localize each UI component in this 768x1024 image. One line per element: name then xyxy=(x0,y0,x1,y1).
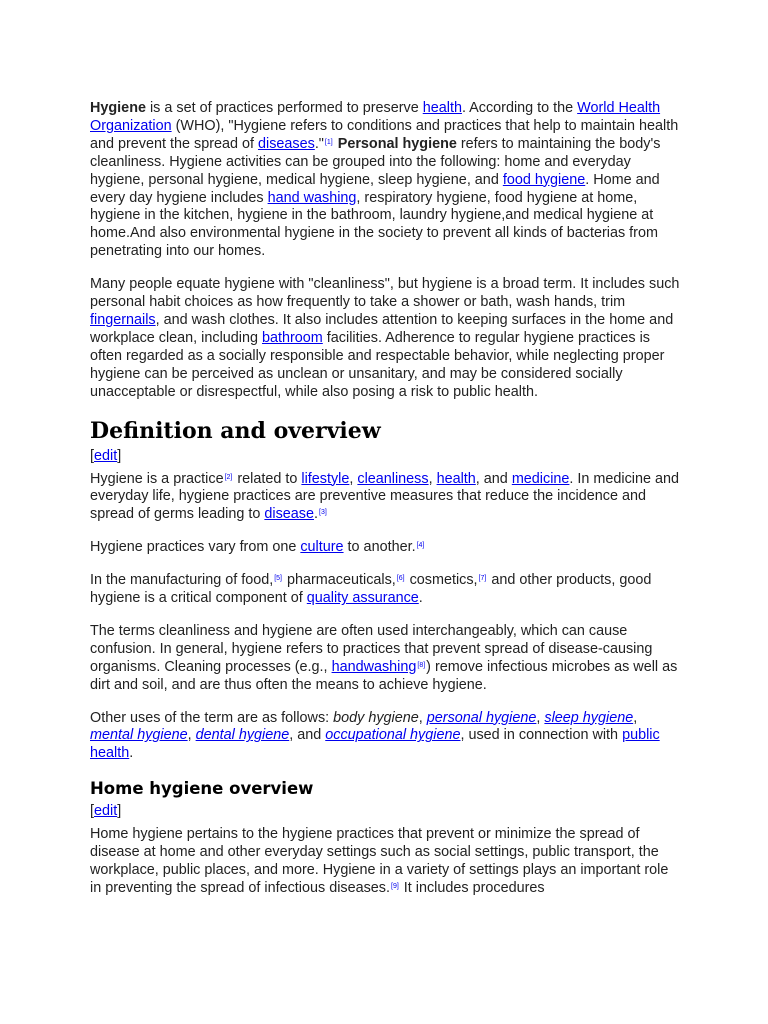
link-disease[interactable]: disease xyxy=(264,506,314,523)
text-span: and other products, good hygiene is a critical component of xyxy=(90,572,652,607)
text-span: Other uses of the term are as follows: xyxy=(90,709,334,726)
citation-8[interactable]: [8] xyxy=(417,661,426,669)
text-span: . Home and every day hygiene includes xyxy=(90,171,660,206)
article-body xyxy=(90,100,680,913)
link-food-hygiene[interactable]: food hygiene xyxy=(502,171,586,188)
bracket: ] xyxy=(117,803,122,820)
text-span: , and wash clothes. It also includes attention to keeping surfaces in the home and workplace clean, including xyxy=(90,311,674,346)
citation-7[interactable]: [7] xyxy=(478,575,487,583)
edit-link[interactable]: edit xyxy=(94,447,118,464)
link-bathroom[interactable]: bathroom xyxy=(262,329,323,346)
text-span: related to xyxy=(233,470,302,487)
citation-3[interactable]: [3] xyxy=(319,509,327,517)
text-span: , xyxy=(536,709,545,726)
text-span: . xyxy=(129,745,134,762)
link-sleep-hygiene[interactable]: sleep hygiene xyxy=(544,709,634,726)
cleanliness-paragraph xyxy=(90,276,680,401)
text-span: Hygiene is a practice xyxy=(90,470,224,487)
term-hygiene: Hygiene xyxy=(90,100,146,116)
text-span: The terms cleanliness and hygiene are often used interchangeably, which can cause confusion. In general, hygiene refers to practices that prevent spread of disease-causing organisms. Cleaning processes (e.g., xyxy=(90,622,653,675)
bracket: ] xyxy=(117,447,122,464)
text-span: , and xyxy=(289,727,326,744)
text-span: to another. xyxy=(343,539,416,556)
text-span: , xyxy=(349,470,358,487)
text-span: (WHO), "Hygiene refers to conditions and practices that help to maintain health and prevent the spread of xyxy=(90,117,679,152)
term-body-hygiene: body hygiene xyxy=(333,709,419,726)
text-span: is a set of practices performed to preserve xyxy=(145,100,423,116)
text-span: Many people equate hygiene with "cleanliness", but hygiene is a broad term. It includes such personal habit choices as how frequently to take a shower or bath, wash hands, trim xyxy=(90,276,680,311)
definition-paragraph xyxy=(90,471,680,525)
other-uses-paragraph xyxy=(90,710,680,764)
link-handwashing[interactable]: handwashing xyxy=(331,658,417,675)
link-occupational-hygiene[interactable]: occupational hygiene xyxy=(325,727,461,744)
text-span: facilities. Adherence to regular hygiene practices is often regarded as a socially responsible and respectable behavior, while neglecting proper hygiene can be perceived as unclean or unsanitary, and may be considered socially unacceptable or disrespectful, while also posing a risk to public health. xyxy=(90,329,665,400)
link-public-health[interactable]: public health xyxy=(90,727,660,762)
link-fingernails[interactable]: fingernails xyxy=(90,311,156,328)
link-dental-hygiene[interactable]: dental hygiene xyxy=(195,727,290,744)
section-heading-home-hygiene: Home hygiene overview xyxy=(90,779,314,799)
link-health[interactable]: health xyxy=(422,100,462,116)
terms-paragraph xyxy=(90,623,680,695)
edit-section-home-hygiene xyxy=(90,802,680,820)
intro-paragraph xyxy=(90,100,680,261)
text-span: , used in connection with xyxy=(460,727,623,744)
term-personal-hygiene: Personal hygiene xyxy=(337,135,457,152)
link-medicine[interactable]: medicine xyxy=(511,470,570,487)
text-span: ) remove infectious microbes as well as dirt and soil, and are thus often the means to achieve hygiene. xyxy=(90,658,678,693)
text-span: , xyxy=(633,709,638,726)
text-span: , xyxy=(428,470,437,487)
edit-link[interactable]: edit xyxy=(94,803,118,820)
text-span: Hygiene practices vary from one xyxy=(90,539,301,556)
link-lifestyle[interactable]: lifestyle xyxy=(301,470,350,487)
text-span: . xyxy=(314,506,318,523)
citation-5[interactable]: [5] xyxy=(274,575,282,583)
citation-9[interactable]: [9] xyxy=(391,883,399,890)
link-health-2[interactable]: health xyxy=(436,470,476,487)
text-span: . In medicine and everyday life, hygiene practices are preventive measures that reduce the incidence and spread of germs leading to xyxy=(90,470,680,523)
link-world-health-organization[interactable]: World Health Organization xyxy=(90,100,661,134)
bracket: [ xyxy=(90,447,94,464)
text-span: , xyxy=(418,709,427,726)
text-span: In the manufacturing of food, xyxy=(90,572,274,589)
section-heading-definition: Definition and overview xyxy=(90,417,381,444)
link-mental-hygiene[interactable]: mental hygiene xyxy=(90,727,188,744)
text-span: Home hygiene pertains to the hygiene practices that prevent or minimize the spread of disease at home and other everyday settings such as social settings, public transport, the workplace, public places, and more. Hygiene in a variety of settings plays an important role in preventing the spread of infectious diseases. xyxy=(90,826,669,896)
link-diseases[interactable]: diseases xyxy=(258,135,315,152)
text-span: pharmaceuticals, xyxy=(283,572,396,589)
link-quality-assurance[interactable]: quality assurance xyxy=(306,590,419,607)
text-span: cosmetics, xyxy=(405,572,478,589)
edit-section-definition xyxy=(90,447,680,465)
link-hand-washing[interactable]: hand washing xyxy=(267,189,357,206)
manufacturing-paragraph xyxy=(90,572,680,608)
text-span: , xyxy=(187,727,196,744)
citation-1[interactable]: [1] xyxy=(324,138,333,146)
text-span: It includes procedures xyxy=(399,880,545,896)
link-cleanliness[interactable]: cleanliness xyxy=(357,470,429,487)
home-hygiene-paragraph xyxy=(90,826,680,898)
citation-2[interactable]: [2] xyxy=(224,473,233,481)
citation-6[interactable]: [6] xyxy=(396,575,405,583)
text-span: , respiratory hygiene, food hygiene at home, hygiene in the kitchen, hygiene in the bathroom, laundry hygiene,and medical hygiene at home.And also environmental hygiene in the society to prevent all kinds of bacterias from penetrating into our homes. xyxy=(90,189,658,260)
text-span: , and xyxy=(475,470,512,487)
citation-4[interactable]: [4] xyxy=(416,542,425,550)
text-span: refers to maintaining the body's cleanliness. Hygiene activities can be grouped into the following: home and everyday hygiene, personal hygiene, medical hygiene, sleep hygiene, and xyxy=(90,135,661,188)
link-culture[interactable]: culture xyxy=(300,539,344,556)
text-span: ." xyxy=(314,135,324,152)
bracket: [ xyxy=(90,803,94,820)
culture-paragraph xyxy=(90,539,680,557)
text-span: . According to the xyxy=(461,100,578,116)
link-personal-hygiene[interactable]: personal hygiene xyxy=(426,709,537,726)
text-span: . xyxy=(418,590,423,607)
